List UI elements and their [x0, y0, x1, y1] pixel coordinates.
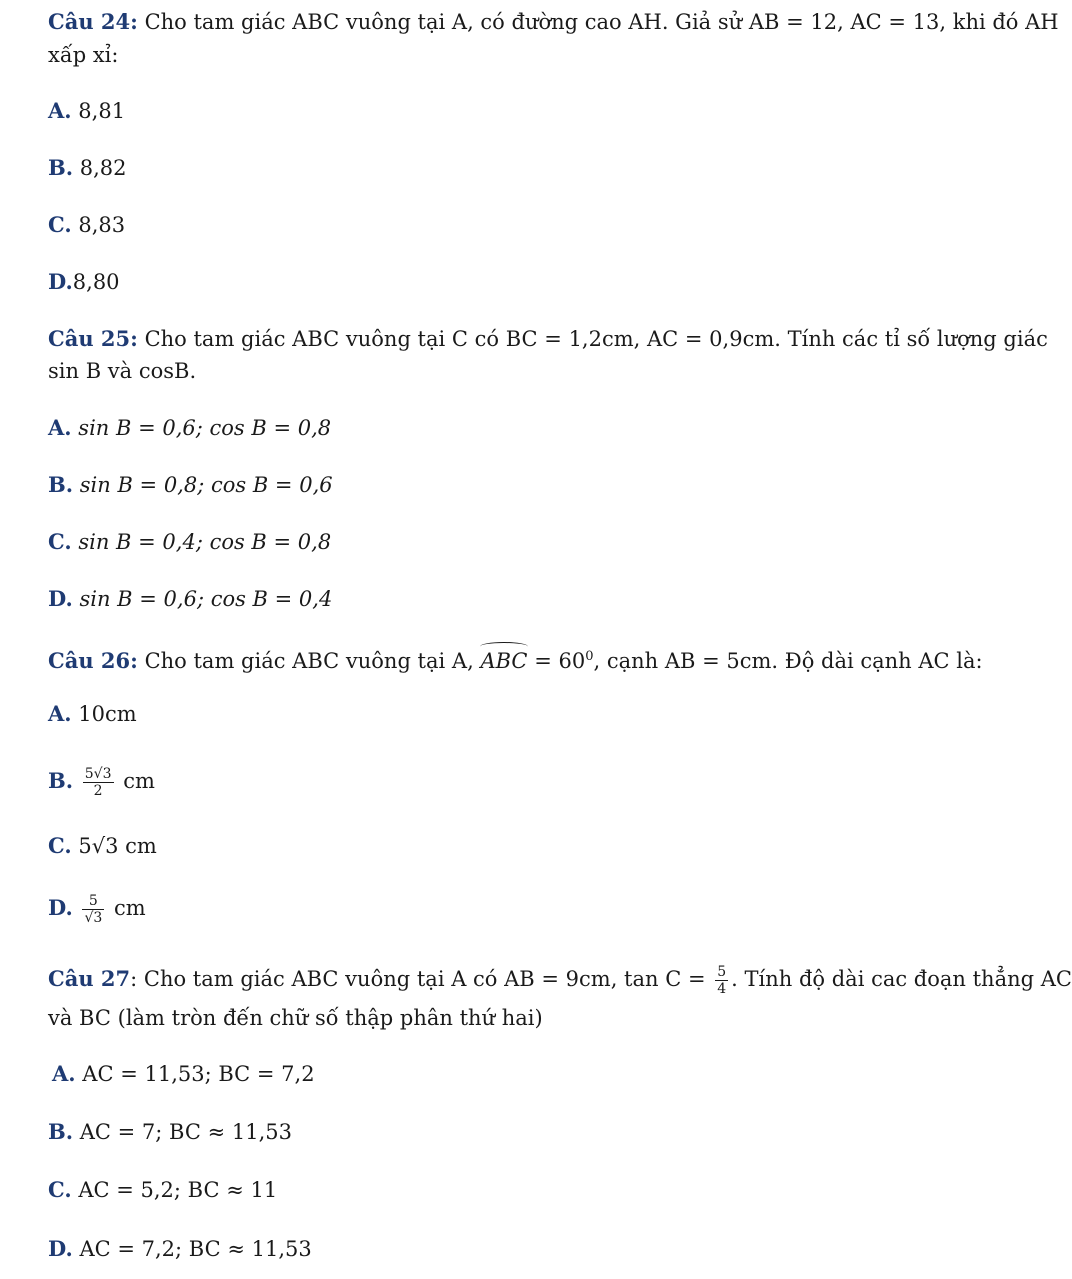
q27-label: Câu 27: [48, 966, 131, 991]
q27-line2: và BC (làm tròn đến chữ số thập phân thứ hai): [48, 1006, 543, 1030]
q24-option-b: B. 8,82: [48, 155, 127, 180]
q27-line1: Câu 27: Cho tam giác ABC vuông tại A có AB = 9cm, tan C = $\frac{5}{4}$ . Tính độ dài cac đoạn thẳng AC: [48, 964, 1072, 997]
q24-line1: [48, 7, 1059, 37]
q26-line1: Câu 26: Cho tam giác ABC vuông tại A, ABC = $60^0$, cạnh AB = 5cm. Độ dài cạnh AC là:: [48, 642, 983, 676]
q27-option-b: B. AC = 7; BC ≈ 11,53: [48, 1119, 292, 1144]
q25-option-d: D. sin B = 0,6; cos B = 0,4: [48, 586, 333, 611]
q24-option-d: D.8,80: [48, 269, 120, 294]
angle-abc: ABC: [480, 642, 527, 676]
q24-label: Câu 24:: [48, 9, 138, 34]
q25-option-a: A. sin B = 0,6; cos B = 0,8: [48, 415, 332, 440]
q26-option-b: B. $\frac{5√3}{2}$ cm: [48, 766, 155, 799]
q27-option-a: A. AC = 11,53; BC = 7,2: [52, 1061, 315, 1086]
q26-label: Câu 26:: [48, 648, 138, 673]
q25-option-b: B. sin B = 0,8; cos B = 0,6: [48, 472, 333, 497]
q27-option-c: C. AC = 5,2; BC ≈ 11: [48, 1177, 278, 1202]
q27-option-d: D. AC = 7,2; BC ≈ 11,53: [48, 1236, 312, 1261]
q25-option-c: C. sin B = 0,4; cos B = 0,8: [48, 529, 332, 554]
fraction: $\frac{5}{4}$: [717, 964, 727, 997]
q25-text: Cho tam giác ABC vuông tại C có BC = 1,2cm, AC = 0,9cm. Tính các tỉ số lượng giác: [144, 327, 1048, 351]
q26-option-d: D. $\frac{5}{√3}$ cm: [48, 893, 146, 926]
q24-option-c: C. 8,83: [48, 212, 126, 237]
q24-line2: xấp xỉ:: [48, 43, 119, 67]
q26-option-c: C. 5√3 cm: [48, 833, 157, 858]
q25-line1: [48, 324, 1048, 354]
q25-line2: sin B và cosB.: [48, 359, 197, 383]
q24-option-a: A. 8,81: [48, 98, 126, 123]
q26-option-a: A. 10cm: [48, 701, 137, 726]
fraction: $\frac{5}{√3}$: [84, 893, 103, 926]
q25-label: Câu 25:: [48, 326, 138, 351]
q24-text: Cho tam giác ABC vuông tại A, có đường cao AH. Giả sử AB = 12, AC = 13, khi đó AH: [144, 10, 1059, 34]
fraction: $\frac{5√3}{2}$: [84, 766, 112, 799]
